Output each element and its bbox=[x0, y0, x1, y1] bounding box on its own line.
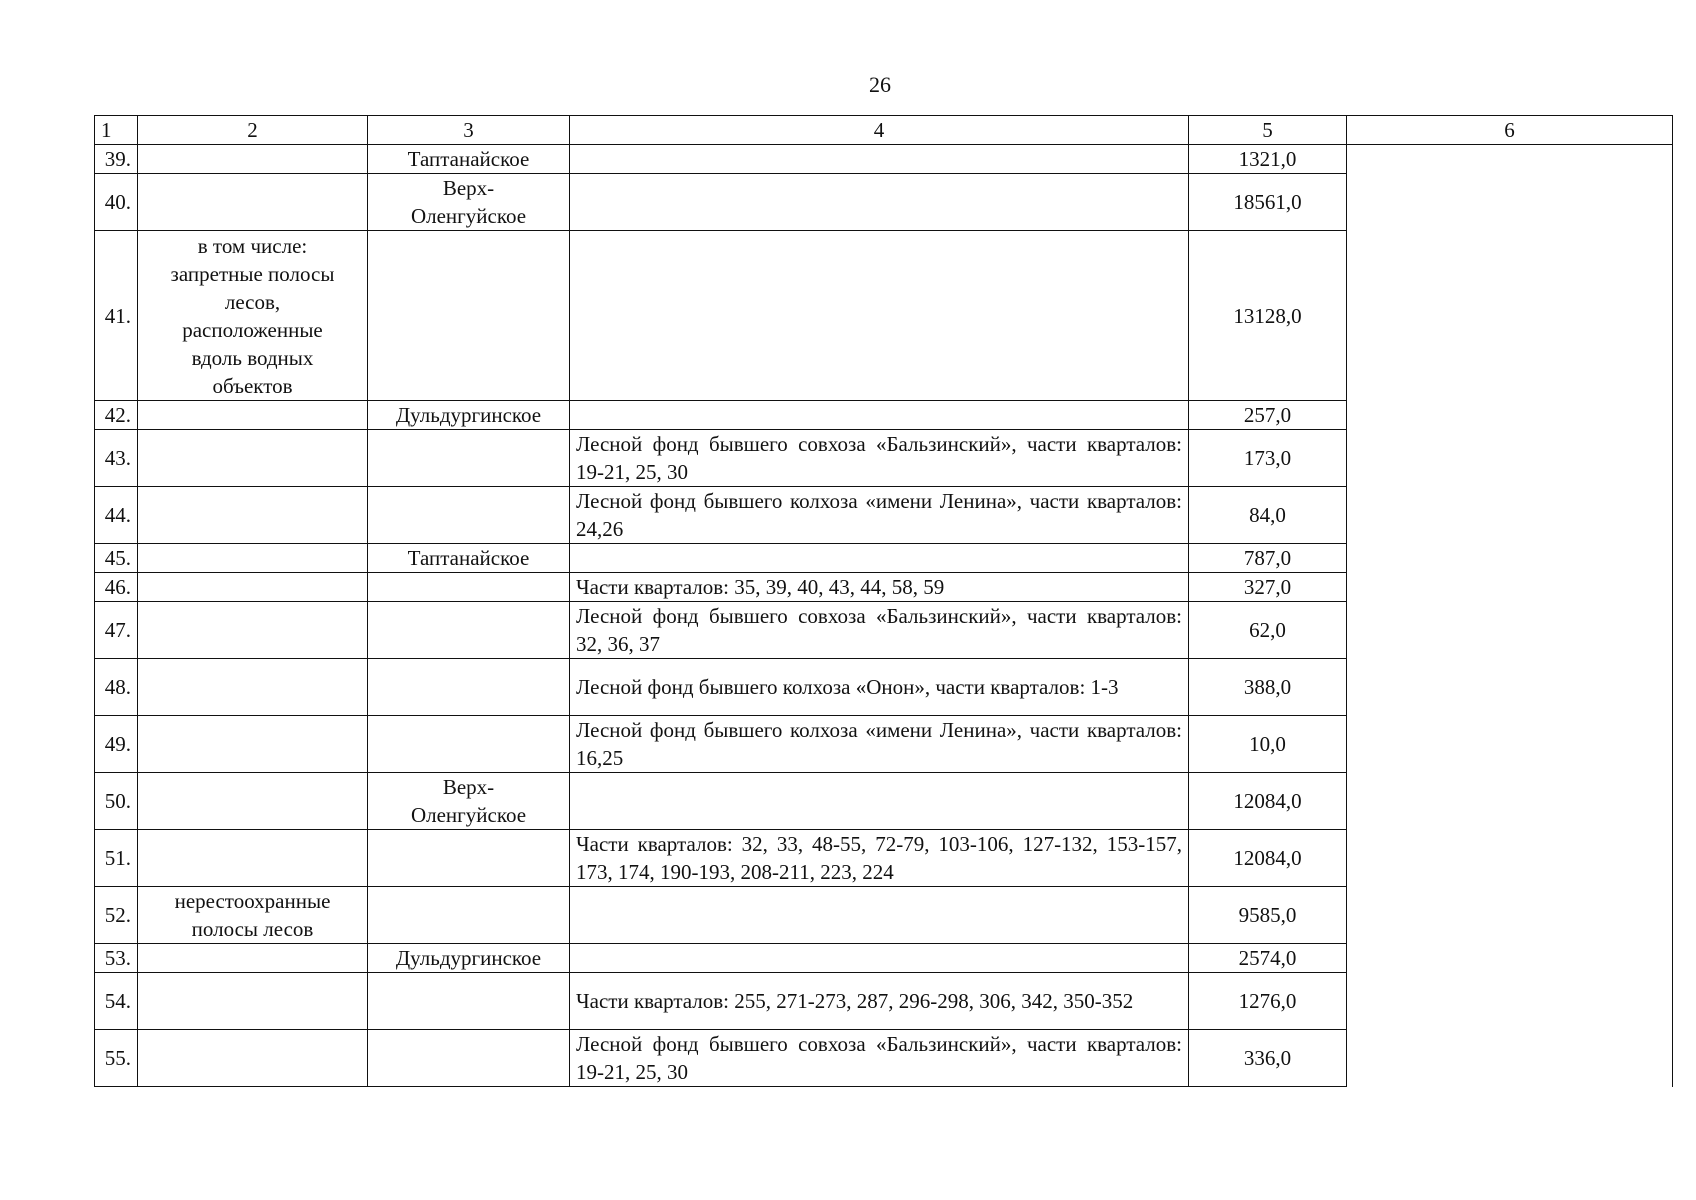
category-cell: нерестоохранные полосы лесов bbox=[138, 887, 368, 944]
category-cell bbox=[138, 401, 368, 430]
description-cell: Лесной фонд бывшего колхоза «имени Ленина», части кварталов: 16,25 bbox=[570, 716, 1189, 773]
forestry-cell bbox=[368, 231, 570, 401]
area-cell: 62,0 bbox=[1189, 602, 1347, 659]
area-cell: 1321,0 bbox=[1189, 145, 1347, 174]
forestry-cell bbox=[368, 716, 570, 773]
description-cell bbox=[570, 145, 1189, 174]
forestry-cell bbox=[368, 659, 570, 716]
category-cell bbox=[138, 430, 368, 487]
category-cell bbox=[138, 1030, 368, 1087]
forestry-cell bbox=[368, 573, 570, 602]
forestry-cell bbox=[368, 602, 570, 659]
area-cell: 173,0 bbox=[1189, 430, 1347, 487]
description-cell bbox=[570, 773, 1189, 830]
description-cell: Части кварталов: 255, 271-273, 287, 296-298, 306, 342, 350-352 bbox=[570, 973, 1189, 1030]
forestry-cell: Верх- Оленгуйское bbox=[368, 174, 570, 231]
area-cell: 2574,0 bbox=[1189, 944, 1347, 973]
area-cell: 327,0 bbox=[1189, 573, 1347, 602]
description-cell: Части кварталов: 35, 39, 40, 43, 44, 58, 59 bbox=[570, 573, 1189, 602]
category-cell bbox=[138, 830, 368, 887]
page-number: 26 bbox=[869, 72, 891, 97]
area-cell: 336,0 bbox=[1189, 1030, 1347, 1087]
area-cell: 12084,0 bbox=[1189, 773, 1347, 830]
category-cell bbox=[138, 944, 368, 973]
category-cell bbox=[138, 145, 368, 174]
row-number-cell: 54. bbox=[95, 973, 138, 1030]
forestry-cell bbox=[368, 830, 570, 887]
category-cell bbox=[138, 573, 368, 602]
row-number-cell: 40. bbox=[95, 174, 138, 231]
forestry-cell bbox=[368, 887, 570, 944]
forestry-cell: Таптанайское bbox=[368, 544, 570, 573]
forestry-cell bbox=[368, 973, 570, 1030]
column-header: 1 bbox=[95, 116, 138, 145]
category-cell bbox=[138, 602, 368, 659]
description-cell: Лесной фонд бывшего колхоза «имени Ленина», части кварталов: 24,26 bbox=[570, 487, 1189, 544]
table-header-row bbox=[95, 116, 1673, 145]
row-number-cell: 55. bbox=[95, 1030, 138, 1087]
description-cell bbox=[570, 174, 1189, 231]
forestry-cell: Дульдургинское bbox=[368, 401, 570, 430]
row-number-cell: 46. bbox=[95, 573, 138, 602]
row-number-cell: 52. bbox=[95, 887, 138, 944]
description-cell bbox=[570, 944, 1189, 973]
category-cell bbox=[138, 174, 368, 231]
category-cell bbox=[138, 544, 368, 573]
description-cell: Части кварталов: 32, 33, 48-55, 72-79, 103-106, 127-132, 153-157, 173, 174, 190-193, 208-211, 223, 224 bbox=[570, 830, 1189, 887]
document-table bbox=[94, 115, 1673, 1087]
row-number-cell: 43. bbox=[95, 430, 138, 487]
row-number-cell: 47. bbox=[95, 602, 138, 659]
row-number-cell: 53. bbox=[95, 944, 138, 973]
empty-column-6 bbox=[1347, 145, 1673, 1087]
category-cell bbox=[138, 716, 368, 773]
column-header: 2 bbox=[138, 116, 368, 145]
area-cell: 257,0 bbox=[1189, 401, 1347, 430]
forestry-cell: Таптанайское bbox=[368, 145, 570, 174]
description-cell: Лесной фонд бывшего колхоза «Онон», части кварталов: 1-3 bbox=[570, 659, 1189, 716]
row-number-cell: 44. bbox=[95, 487, 138, 544]
area-cell: 18561,0 bbox=[1189, 174, 1347, 231]
category-cell bbox=[138, 973, 368, 1030]
description-cell bbox=[570, 887, 1189, 944]
row-number-cell: 51. bbox=[95, 830, 138, 887]
forestry-cell bbox=[368, 487, 570, 544]
column-header: 4 bbox=[570, 116, 1189, 145]
description-cell bbox=[570, 401, 1189, 430]
area-cell: 12084,0 bbox=[1189, 830, 1347, 887]
area-cell: 10,0 bbox=[1189, 716, 1347, 773]
description-cell bbox=[570, 544, 1189, 573]
category-cell: в том числе: запретные полосы лесов, расположенные вдоль водных объектов bbox=[138, 231, 368, 401]
forestry-cell: Верх- Оленгуйское bbox=[368, 773, 570, 830]
category-cell bbox=[138, 659, 368, 716]
table-row bbox=[95, 145, 1673, 174]
area-cell: 84,0 bbox=[1189, 487, 1347, 544]
row-number-cell: 41. bbox=[95, 231, 138, 401]
description-cell: Лесной фонд бывшего совхоза «Бальзинский», части кварталов: 32, 36, 37 bbox=[570, 602, 1189, 659]
row-number-cell: 49. bbox=[95, 716, 138, 773]
description-cell: Лесной фонд бывшего совхоза «Бальзинский», части кварталов: 19-21, 25, 30 bbox=[570, 1030, 1189, 1087]
forestry-cell: Дульдургинское bbox=[368, 944, 570, 973]
column-header: 3 bbox=[368, 116, 570, 145]
area-cell: 13128,0 bbox=[1189, 231, 1347, 401]
description-cell: Лесной фонд бывшего совхоза «Бальзинский», части кварталов: 19-21, 25, 30 bbox=[570, 430, 1189, 487]
forestry-cell bbox=[368, 430, 570, 487]
description-cell bbox=[570, 231, 1189, 401]
column-header: 5 bbox=[1189, 116, 1347, 145]
row-number-cell: 42. bbox=[95, 401, 138, 430]
area-cell: 1276,0 bbox=[1189, 973, 1347, 1030]
area-cell: 388,0 bbox=[1189, 659, 1347, 716]
column-header: 6 bbox=[1347, 116, 1673, 145]
row-number-cell: 50. bbox=[95, 773, 138, 830]
category-cell bbox=[138, 773, 368, 830]
row-number-cell: 45. bbox=[95, 544, 138, 573]
area-cell: 787,0 bbox=[1189, 544, 1347, 573]
row-number-cell: 39. bbox=[95, 145, 138, 174]
area-cell: 9585,0 bbox=[1189, 887, 1347, 944]
forestry-cell bbox=[368, 1030, 570, 1087]
category-cell bbox=[138, 487, 368, 544]
row-number-cell: 48. bbox=[95, 659, 138, 716]
